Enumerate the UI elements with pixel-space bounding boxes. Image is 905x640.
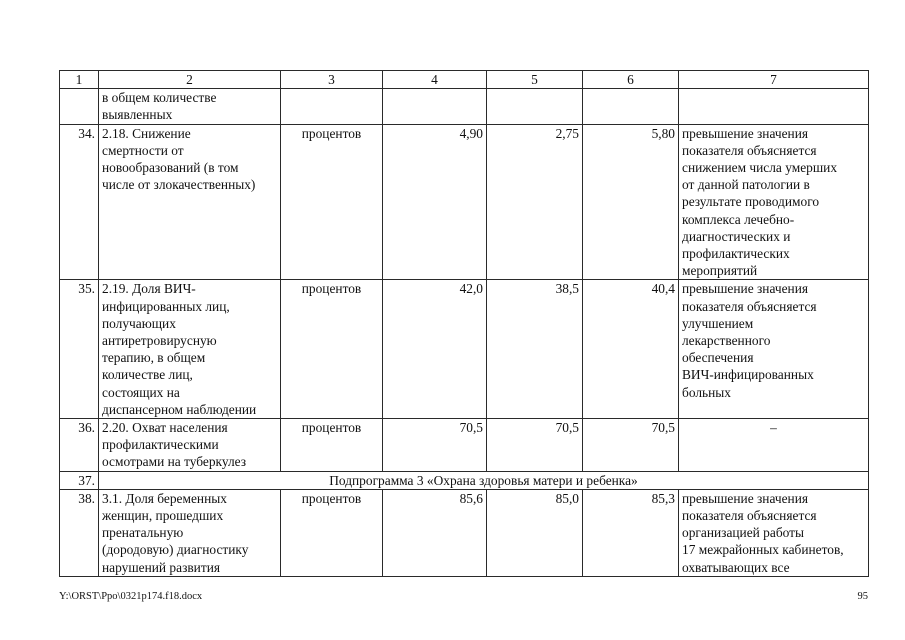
indicator-name: 2.18. Снижение смертности от новообразований (в том числе от злокачественных) [99, 124, 281, 280]
column-header: 3 [281, 71, 383, 89]
table-row [60, 419, 869, 472]
indicator-name: в общем количестве выявленных [99, 89, 281, 124]
note-cell [679, 89, 869, 124]
row-number [60, 89, 99, 124]
value-cell: 70,5 [383, 419, 487, 472]
table-row [60, 489, 869, 576]
value-cell [383, 89, 487, 124]
value-cell: 70,5 [487, 419, 583, 472]
value-cell: 85,0 [487, 489, 583, 576]
indicator-name: 2.19. Доля ВИЧ- инфицированных лиц, получающих антиретровирусную терапию, в общем количестве лиц, состоящих на диспансерном наблюдении [99, 280, 281, 419]
table-row [60, 89, 869, 124]
column-header: 2 [99, 71, 281, 89]
unit-cell: процентов [281, 489, 383, 576]
subprogram-title: Подпрограмма 3 «Охрана здоровья матери и ребенка» [99, 471, 869, 489]
subprogram-row [60, 471, 869, 489]
column-header: 5 [487, 71, 583, 89]
column-header: 6 [583, 71, 679, 89]
value-cell: 42,0 [383, 280, 487, 419]
column-header: 4 [383, 71, 487, 89]
value-cell: 38,5 [487, 280, 583, 419]
column-header: 1 [60, 71, 99, 89]
row-number: 35. [60, 280, 99, 419]
value-cell [487, 89, 583, 124]
note-cell: – [679, 419, 869, 472]
value-cell: 40,4 [583, 280, 679, 419]
value-cell: 4,90 [383, 124, 487, 280]
note-cell: превышение значения показателя объясняется организацией работы 17 межрайонных кабинетов, охватывающих все [679, 489, 869, 576]
value-cell: 85,6 [383, 489, 487, 576]
table-header-row [60, 71, 869, 89]
indicator-name: 2.20. Охват населения профилактическими осмотрами на туберкулез [99, 419, 281, 472]
file-path-footer: Y:\ORST\Ppo\0321p174.f18.docx [59, 591, 203, 602]
note-cell: превышение значения показателя объясняется улучшением лекарственного обеспечения ВИЧ-инфицированных больных [679, 280, 869, 419]
column-header: 7 [679, 71, 869, 89]
row-number: 37. [60, 471, 99, 489]
page-number: 95 [857, 591, 868, 602]
value-cell [583, 89, 679, 124]
table-row [60, 280, 869, 419]
row-number: 34. [60, 124, 99, 280]
value-cell: 70,5 [583, 419, 679, 472]
value-cell: 85,3 [583, 489, 679, 576]
unit-cell: процентов [281, 280, 383, 419]
indicator-name: 3.1. Доля беременных женщин, прошедших пренатальную (дородовую) диагностику нарушений развития [99, 489, 281, 576]
unit-cell: процентов [281, 124, 383, 280]
unit-cell [281, 89, 383, 124]
value-cell: 5,80 [583, 124, 679, 280]
table-row [60, 124, 869, 280]
row-number: 36. [60, 419, 99, 472]
report-table [59, 70, 869, 577]
note-cell: превышение значения показателя объясняется снижением числа умерших от данной патологии в результате проводимого комплекса лечебно- диагностических и профилактических мероприятий [679, 124, 869, 280]
unit-cell: процентов [281, 419, 383, 472]
value-cell: 2,75 [487, 124, 583, 280]
row-number: 38. [60, 489, 99, 576]
